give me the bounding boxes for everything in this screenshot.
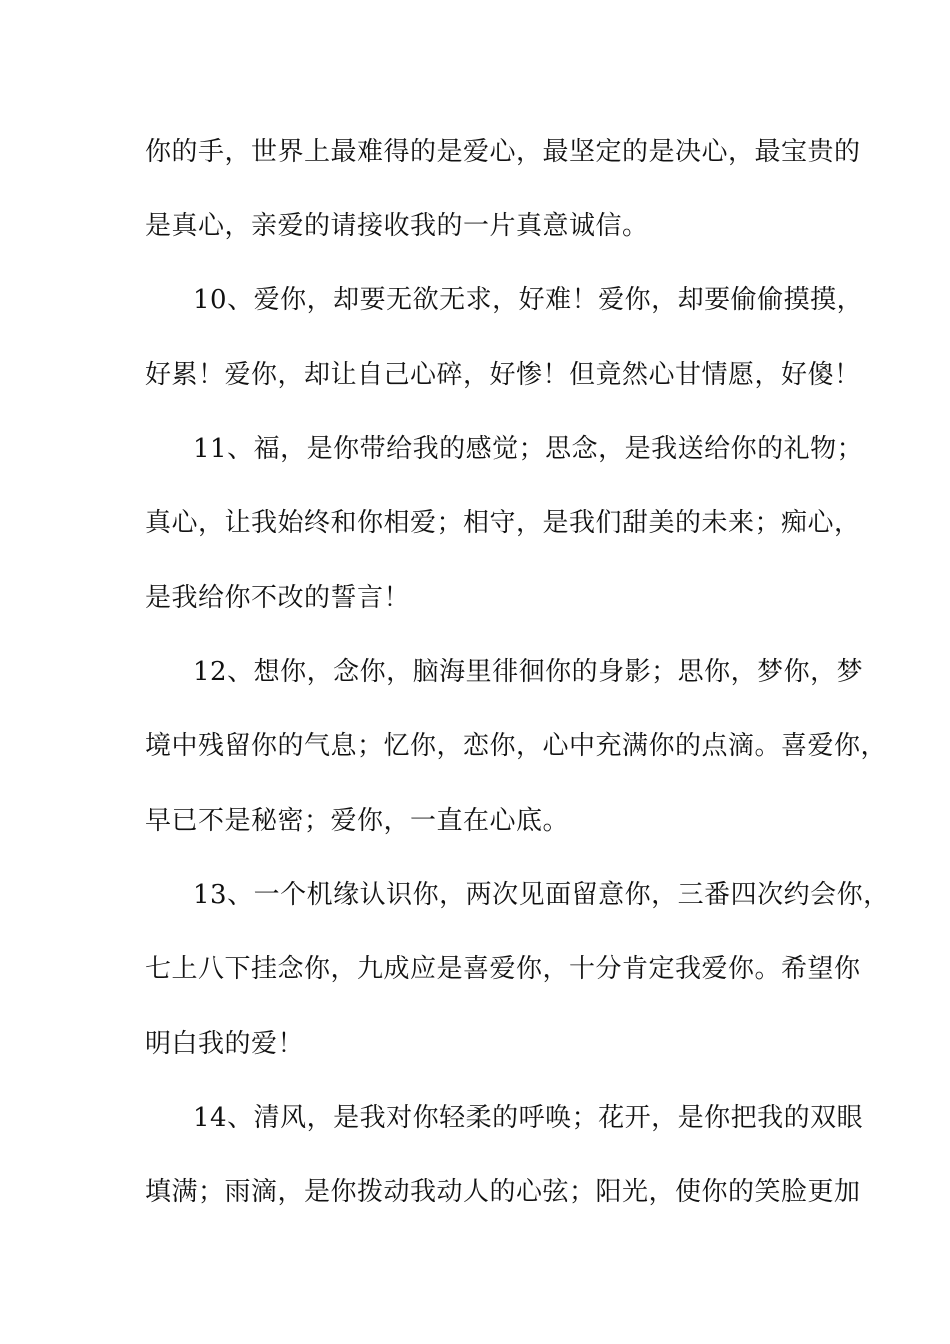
paragraph-14-start: 14、清风，是我对你轻柔的呼唤；花开，是你把我的双眼 [193,1103,864,1133]
text-line: 境中残留你的气息；忆你，恋你，心中充满你的点滴。喜爱你， [145,731,888,761]
text-line: 早已不是秘密；爱你，一直在心底。 [145,806,570,836]
paragraph-11-start: 11、福，是你带给我的感觉；思念，是我送给你的礼物； [193,434,864,464]
paragraph-10-start: 10、爱你，却要无欲无求，好难！爱你，却要偷偷摸摸， [193,285,864,315]
paragraph-13-start: 13、一个机缘认识你，两次见面留意你，三番四次约会你， [193,880,890,910]
text-line: 你的手，世界上最难得的是爱心，最坚定的是决心，最宝贵的 [145,137,861,167]
text-line: 真心，让我始终和你相爱；相守，是我们甜美的未来；痴心， [145,508,861,538]
text-line: 七上八下挂念你，九成应是喜爱你，十分肯定我爱你。希望你 [145,954,861,984]
text-line: 是真心，亲爱的请接收我的一片真意诚信。 [145,211,649,241]
text-line: 是我给你不改的誓言！ [145,583,411,613]
text-line: 明白我的爱！ [145,1029,305,1059]
paragraph-12-start: 12、想你，念你，脑海里徘徊你的身影；思你，梦你，梦 [193,657,864,687]
text-line: 好累！爱你，却让自己心碎，好惨！但竟然心甘情愿，好傻！ [145,360,861,390]
text-line: 填满；雨滴，是你拨动我动人的心弦；阳光，使你的笑脸更加 [145,1177,861,1207]
